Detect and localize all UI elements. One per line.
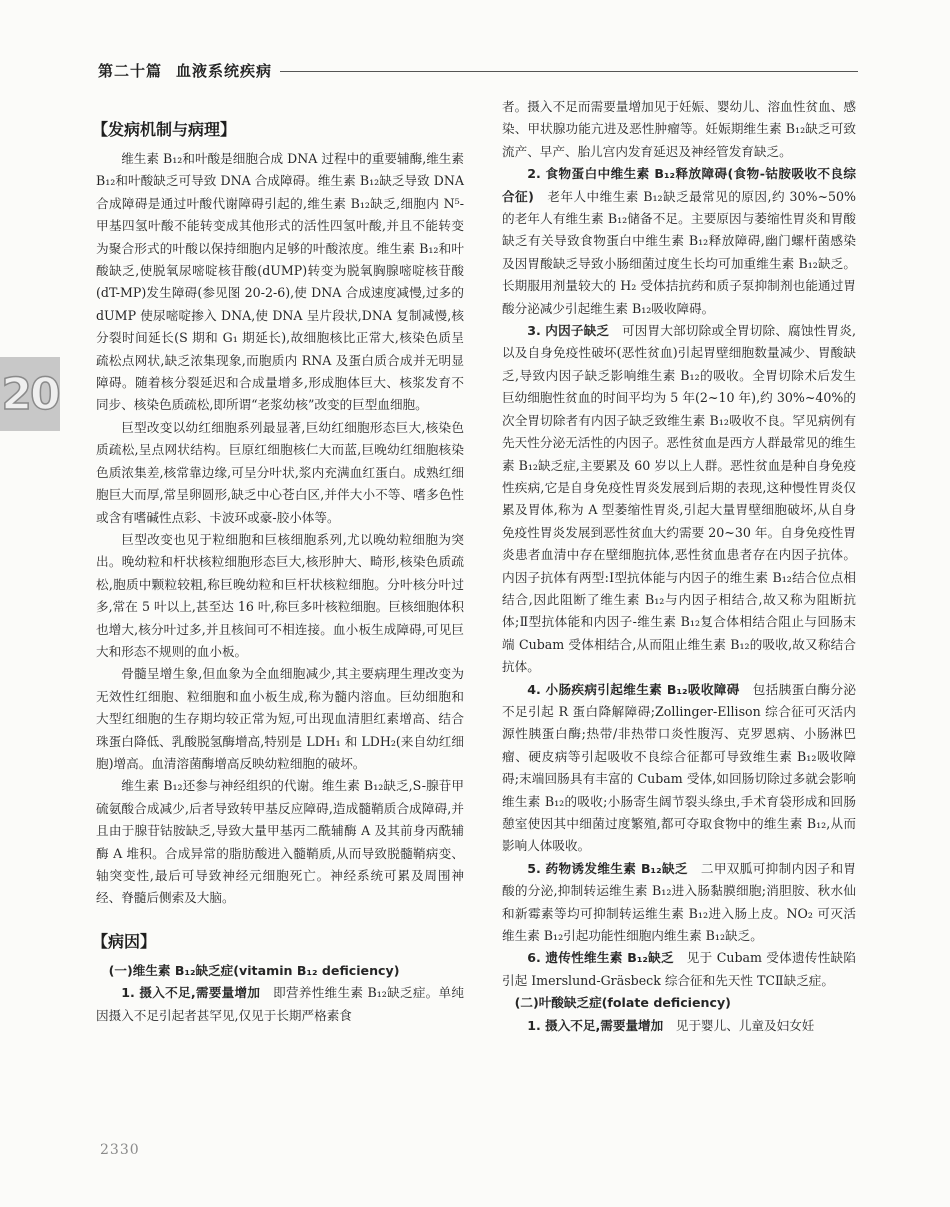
heading-etiology: 【病因】 [92,931,157,951]
page-number: 2330 [100,1142,140,1158]
paragraph-body: 可因胃大部切除或全胃切除、腐蚀性胃炎,以及自身免疫性破坏(恶性贫血)引起胃壁细胞数量减少、胃酸缺乏,导致内因子缺乏影响维生素 B₁₂的吸收。全胃切除术后发生巨幼细胞性贫血的时间平均为 5 年(2~10 年),约 30%~40%的次全胃切除者有内因子缺乏致维生素 B₁₂吸收不良。罕见病例有先天性分泌无活性的内因子。恶性贫血是西方人群最常见的维生素 B₁₂缺乏症,主要累及 60 岁以上人群。恶性贫血是种自身免疫性疾病,它是自身免疫性胃炎发展到后期的表现,这种慢性胃炎仅累及胃体,称为 A 型萎缩性胃炎,引起大量胃壁细胞破坏,从自身免疫性胃炎发展到恶性贫血大约需要 20~30 年。自身免疫性胃炎患者血清中存在壁细胞抗体,恶性贫血患者存在内因子抗体。内因子抗体有两型:Ⅰ型抗体能与内因子的维生素 B₁₂结合位点相结合,因此阻断了维生素 B₁₂与内因子相结合,故又称为阻断抗体;Ⅱ型抗体能和内因子-维生素 B₁₂复合体相结合阻止与回肠末端 Cubam 受体相结合,从而阻止维生素 B₁₂的吸收,故又称结合抗体。 [502,323,856,675]
paragraph-body: 见于婴儿、儿童及妇女妊 [675,1017,815,1033]
subheading-folate-deficiency: (二)叶酸缺乏症(folate deficiency) [514,995,731,1011]
paragraph: 维生素 B₁₂还参与神经组织的代谢。维生素 B₁₂缺乏,S-腺苷甲硫氨酸合成减少,后者导致转甲基反应障碍,造成髓鞘质合成障碍,并且由于腺苷钴胺缺乏,导致大量甲基丙二酰辅酶 A 及其前身丙酰辅酶 A 堆积。合成异常的脂肪酸进入髓鞘质,从而导致脱髓鞘病变、轴突变性,最后可导致神经元细胞死亡。神经系统可累及周围神经、脊髓后侧索及大脑。 [96,778,464,906]
paragraph-lead: 2. 食物蛋白中维生素 B₁₂释放障碍(食物-钴胺吸收不良综合征) [502,166,856,204]
subheading-b12-deficiency: (一)维生素 B₁₂缺乏症(vitamin B₁₂ deficiency) [108,962,400,978]
paragraph-body: 二甲双胍可抑制内因子和胃酸的分泌,抑制转运维生素 B₁₂进入肠黏膜细胞;消胆胺、秋水仙和新霉素等均可抑制转运维生素 B₁₂进入肠上皮。NO₂ 可灭活维生素 B₁₂引起功能性细胞内维生素 B₁₂缺乏。 [502,860,857,944]
paragraph [502,858,856,948]
left-column [92,96,465,1027]
paragraph-lead: 6. 遗传性维生素 B₁₂缺乏 [527,950,674,966]
paragraph-body: 包括胰蛋白酶分泌不足引起 R 蛋白降解障碍;Zollinger-Ellison 综合征可灭活内源性胰蛋白酶;热带/非热带口炎性腹泻、克罗恩病、小肠淋巴瘤、硬皮病等引起吸收不良综合征都可导致维生素 B₁₂吸收障碍;末端回肠具有丰富的 Cubam 受体,如回肠切除过多就会影响维生素 B₁₂的吸收;小肠寄生阔节裂头绦虫,手术育袋形成和回肠憩室使因其中细菌过度繁殖,都可夺取食物中的维生素 B₁₂,从而影响人体吸收。 [502,681,857,854]
paragraph [502,163,856,320]
paragraph-lead: 3. 内因子缺乏 [527,323,610,339]
paragraph [502,320,856,679]
paragraph-body: 见于 Cubam 受体遗传性缺陷引起 Imerslund-Gräsbeck 综合征和先天性 TCⅡ缺乏症。 [502,950,857,988]
paragraph: 巨型改变也见于粒细胞和巨核细胞系列,尤以晚幼粒细胞为突出。晚幼粒和杆状核粒细胞形态巨大,核形肿大、畸形,核染色质疏松,胞质中颗粒较粗,称巨晚幼粒和巨杆状核粒细胞。分叶核分叶过多,常在 5 叶以上,甚至达 16 叶,称巨多叶核粒细胞。巨核细胞体积也增大,核分叶过多,并且核间可不相连接。血小板生成障碍,可见巨大和形态不规则的血小板。 [96,531,464,659]
paragraph: 骨髓呈增生象,但血象为全血细胞减少,其主要病理生理改变为无效性红细胞、粒细胞和血小板生成,称为髓内溶血。巨幼细胞和大型红细胞的生存期均较正常为短,可出现血清胆红素增高、结合珠蛋白降低、乳酸脱氢酶增高,特别是 LDH₁ 和 LDH₂(来自幼红细胞)增高。血清溶菌酶增高反映幼粒细胞的破坏。 [96,666,464,771]
chapter-tab [0,357,60,431]
paragraph-lead: 5. 药物诱发维生素 B₁₂缺乏 [527,860,688,876]
paragraph [502,947,856,992]
paragraph: 巨型改变以幼红细胞系列最显著,巨幼红细胞形态巨大,核染色质疏松,呈点网状结构。巨原红细胞核仁大而蓝,巨晚幼红细胞核染色质浓集差,核常靠边缘,可呈分叶状,浆内充满血红蛋白。成熟红细胞巨大而厚,常呈卵圆形,缺乏中心苍白区,并伴大小不等、嗜多色性或含有嗜碱性点彩、卡波环或豪-胶小体等。 [96,419,464,525]
paragraph-body: 老年人中维生素 B₁₂缺乏最常见的原因,约 30%~50%的老年人有维生素 B₁₂储备不足。主要原因与萎缩性胃炎和胃酸缺乏有关导致食物蛋白中维生素 B₁₂释放障碍,幽门螺杆菌感染及因胃酸缺乏导致小肠细菌过度生长均可加重维生素 B₁₂缺乏。长期服用剂量较大的 H₂ 受体拮抗药和质子泵抑制剂也能通过胃酸分泌减少引起维生素 B₁₂吸收障碍。 [502,188,856,316]
paragraph [502,679,856,858]
chapter-tab-number: 20 [1,368,59,420]
header-rule [280,71,858,72]
paragraph [96,982,464,1027]
paragraph-lead: 1. 摄入不足,需要量增加 [121,985,261,1001]
right-column [502,96,856,1037]
paragraph [502,1015,856,1037]
part-title: 血液系统疾病 [176,61,273,80]
paragraph: 者。摄入不足而需要量增加见于妊娠、婴幼儿、溶血性贫血、感染、甲状腺功能亢进及恶性肿瘤等。妊娠期维生素 B₁₂缺乏可致流产、早产、胎儿宫内发育延迟及神经管发育缺乏。 [502,99,856,159]
paragraph-body: 即营养性维生素 B₁₂缺乏症。单纯因摄入不足引起者甚罕见,仅见于长期严格素食 [96,985,465,1023]
heading-pathogenesis: 【发病机制与病理】 [92,120,237,139]
paragraph-lead: 4. 小肠疾病引起维生素 B₁₂吸收障碍 [527,681,740,697]
running-header [98,56,858,84]
part-label: 第二十篇 [98,61,163,80]
paragraph-lead: 1. 摄入不足,需要量增加 [527,1017,664,1033]
paragraph: 维生素 B₁₂和叶酸是细胞合成 DNA 过程中的重要辅酶,维生素 B₁₂和叶酸缺乏可导致 DNA 合成障碍。维生素 B₁₂缺乏导致 DNA 合成障碍是通过叶酸代谢障碍引起的,维生素 B₁₂缺乏,细胞内 N⁵-甲基四氢叶酸不能转变成其他形式的活性四氢叶酸,并且不能转变为聚合形式的叶酸以保持细胞内足够的叶酸浓度。维生素 B₁₂和叶酸缺乏,使脱氧尿嘧啶核苷酸(dUMP)转变为脱氧胸腺嘧啶核苷酸(dT-MP)发生障碍(参见图 20-2-6),使 DNA 合成速度减慢,过多的 dUMP 使尿嘧啶掺入 DNA,使 DNA 呈片段状,DNA 复制减慢,核分裂时间延长(S 期和 G₁ 期延长),故细胞核比正常大,核染色质呈疏松点网状,缺乏浓集现象,而胞质内 RNA 及蛋白质合成并无明显障碍。随着核分裂延迟和合成量增多,形成胞体巨大、核浆发育不同步、核染色质疏松,即所谓“老浆幼核”改变的巨型血细胞。 [96,151,464,413]
